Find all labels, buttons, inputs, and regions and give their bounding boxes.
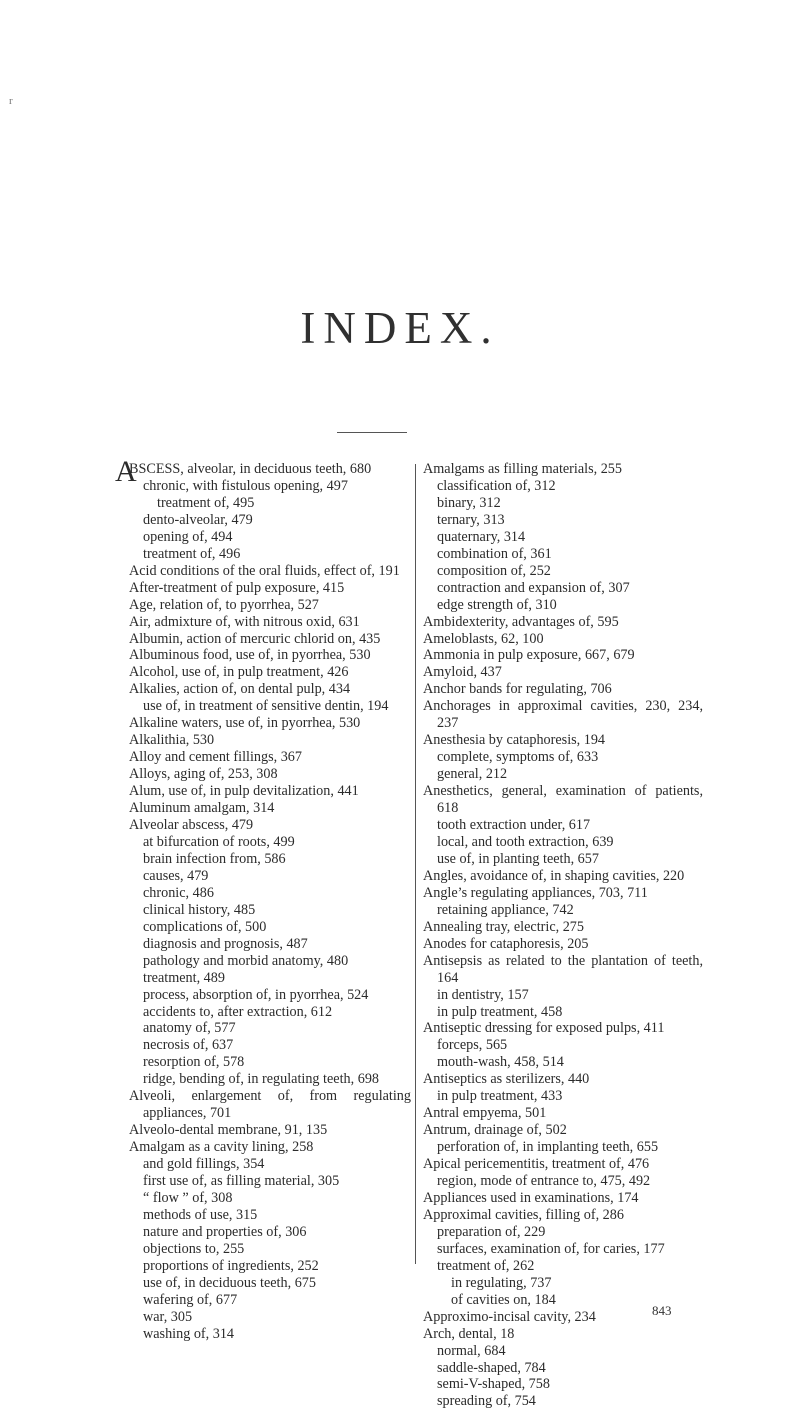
index-entry	[129, 664, 411, 681]
index-entry-text: in regulating, 737	[451, 1274, 552, 1291]
index-entry-text: methods of use, 315	[143, 1206, 258, 1223]
index-entry	[129, 647, 411, 664]
index-entry	[423, 783, 703, 817]
index-entry	[143, 851, 411, 868]
index-entry-text: perforation of, in implanting teeth, 655	[437, 1139, 659, 1156]
index-entry	[143, 1190, 411, 1207]
index-entry	[143, 478, 411, 495]
index-entry	[423, 698, 703, 732]
index-entry	[423, 953, 703, 987]
index-entry	[423, 681, 703, 698]
index-entry-text: region, mode of entrance to, 475, 492	[437, 1173, 651, 1190]
index-entry	[129, 715, 411, 732]
index-entry-text: diagnosis and prognosis, 487	[143, 935, 308, 952]
index-entry-text: treatment, 489	[143, 969, 225, 986]
index-entry	[423, 1326, 703, 1343]
index-entry-text: Antisepsis as related to the plantation of teeth, 164	[423, 952, 703, 986]
index-entry-text: Ammonia in pulp exposure, 667, 679	[423, 647, 635, 664]
index-entry-text: dento-alveolar, 479	[143, 511, 253, 528]
index-entry-text: spreading of, 754	[437, 1393, 536, 1410]
index-entry	[437, 1258, 703, 1275]
index-entry-text: chronic, with fistulous opening, 497	[143, 477, 348, 494]
index-entry-text: ternary, 313	[437, 511, 505, 528]
index-entry	[423, 1071, 703, 1088]
index-entry-text: saddle-shaped, 784	[437, 1359, 546, 1376]
index-entry	[423, 461, 703, 478]
index-entry	[143, 902, 411, 919]
index-entry-text: Anesthetics, general, examination of patients, 618	[423, 783, 703, 817]
index-entry	[437, 851, 703, 868]
index-entry	[437, 529, 703, 546]
index-entry-text: composition of, 252	[437, 562, 551, 579]
index-entry	[143, 936, 411, 953]
index-entry	[423, 1020, 703, 1037]
index-entry	[143, 1275, 411, 1292]
index-entry-text: Anchor bands for regulating, 706	[423, 681, 612, 698]
index-entry	[423, 1156, 703, 1173]
index-entry-text: retaining appliance, 742	[437, 901, 574, 918]
index-entry-text: Alcohol, use of, in pulp treatment, 426	[129, 664, 349, 681]
index-entry-text: Ameloblasts, 62, 100	[423, 630, 544, 647]
index-entry-text: Age, relation of, to pyorrhea, 527	[129, 596, 319, 613]
index-entry	[437, 495, 703, 512]
index-entry-text: treatment of, 262	[437, 1257, 535, 1274]
index-entry-text: use of, in planting teeth, 657	[437, 850, 599, 867]
index-column-left	[115, 455, 411, 1343]
index-entry-text: treatment of, 495	[157, 494, 255, 511]
index-entry-text: in pulp treatment, 458	[437, 1003, 563, 1020]
index-entry-text: binary, 312	[437, 494, 501, 511]
index-entry-text: local, and tooth extraction, 639	[437, 833, 614, 850]
index-entry-text: complete, symptoms of, 633	[437, 749, 599, 766]
index-entry-text: use of, in treatment of sensitive dentin, 194	[143, 698, 389, 715]
index-entry-text: Amalgams as filling materials, 255	[423, 461, 622, 477]
index-entry-text: ridge, bending of, in regulating teeth, 698	[143, 1071, 380, 1088]
index-entry-text: combination of, 361	[437, 545, 552, 562]
index-entry	[143, 1004, 411, 1021]
index-entry	[437, 817, 703, 834]
index-entry-text: “ flow ” of, 308	[143, 1189, 233, 1206]
index-entry	[437, 1393, 703, 1410]
index-entry-text: at bifurcation of roots, 499	[143, 833, 295, 850]
index-entry-text: use of, in deciduous teeth, 675	[143, 1274, 316, 1291]
index-entry	[423, 868, 703, 885]
index-entry	[143, 698, 411, 715]
index-entry	[423, 631, 703, 648]
index-entry	[143, 834, 411, 851]
index-entry	[129, 563, 411, 580]
index-entry-text: quaternary, 314	[437, 528, 526, 545]
index-entry	[437, 546, 703, 563]
index-entry-text: BSCESS, alveolar, in deciduous teeth, 680	[129, 461, 372, 477]
index-entry	[437, 834, 703, 851]
index-entry-text: chronic, 486	[143, 884, 214, 901]
index-entry	[129, 681, 411, 698]
index-entry	[423, 664, 703, 681]
index-entry-text: Antiseptics as sterilizers, 440	[423, 1071, 590, 1088]
index-entry-text: and gold fillings, 354	[143, 1156, 265, 1173]
index-entry-text: Amyloid, 437	[423, 664, 502, 681]
index-entry	[437, 1037, 703, 1054]
index-entry-text: Ambidexterity, advantages of, 595	[423, 613, 619, 630]
index-entry-text: nature and properties of, 306	[143, 1223, 307, 1240]
index-entry	[451, 1275, 703, 1292]
index-entry-text: complications of, 500	[143, 918, 267, 935]
index-entry-text: resorption of, 578	[143, 1054, 245, 1071]
index-entry	[129, 614, 411, 631]
index-entry	[143, 1241, 411, 1258]
index-entry-text: semi-V-shaped, 758	[437, 1376, 550, 1393]
index-entry-text: Antral empyema, 501	[423, 1105, 547, 1122]
index-entry	[437, 1173, 703, 1190]
index-entry-text: in dentistry, 157	[437, 986, 529, 1003]
index-entry-text: accidents to, after extraction, 612	[143, 1003, 333, 1020]
index-entry	[437, 902, 703, 919]
index-entry	[143, 529, 411, 546]
index-entry-text: mouth-wash, 458, 514	[437, 1054, 564, 1071]
index-entry	[423, 1190, 703, 1207]
index-entry-text: treatment of, 496	[143, 545, 241, 562]
index-entry-text: Angle’s regulating appliances, 703, 711	[423, 884, 648, 901]
index-entry-text: Air, admixture of, with nitrous oxid, 631	[129, 613, 360, 630]
index-entry-text: Alum, use of, in pulp devitalization, 441	[129, 783, 359, 800]
index-entry	[143, 953, 411, 970]
index-entry	[129, 631, 411, 648]
index-column-right	[423, 461, 703, 1410]
index-entry	[423, 1105, 703, 1122]
index-entry	[129, 597, 411, 614]
index-entry	[129, 1139, 411, 1156]
index-entry	[143, 987, 411, 1004]
index-entry	[157, 495, 411, 512]
index-entry-text: proportions of ingredients, 252	[143, 1257, 319, 1274]
index-entry	[437, 1088, 703, 1105]
index-entry-text: Alveoli, enlargement of, from regulating appliances, 701	[129, 1088, 411, 1122]
index-entry	[143, 1224, 411, 1241]
index-entry	[129, 732, 411, 749]
index-entry-text: Alveolo-dental membrane, 91, 135	[129, 1122, 328, 1139]
index-entry	[423, 614, 703, 631]
index-entry-text: brain infection from, 586	[143, 850, 286, 867]
index-entry	[129, 800, 411, 817]
index-entry	[437, 1376, 703, 1393]
index-entry-text: Amalgam as a cavity lining, 258	[129, 1139, 314, 1156]
index-entry-text: Albumin, action of mercuric chlorid on, 435	[129, 630, 381, 647]
index-entry-text: preparation of, 229	[437, 1223, 546, 1240]
index-entry-text: Appliances used in examinations, 174	[423, 1189, 639, 1206]
index-entry-text: Alkalithia, 530	[129, 732, 215, 749]
index-entry-text: Albuminous food, use of, in pyorrhea, 530	[129, 647, 371, 664]
index-entry	[423, 1207, 703, 1224]
index-entry	[437, 512, 703, 529]
drop-cap: A	[115, 455, 137, 488]
index-entry-text: causes, 479	[143, 867, 209, 884]
index-entry	[423, 647, 703, 664]
index-entry-text: necrosis of, 637	[143, 1037, 234, 1054]
index-entry	[437, 1004, 703, 1021]
index-entry	[129, 817, 411, 834]
index-entry	[129, 783, 411, 800]
index-entry-text: Alloy and cement fillings, 367	[129, 749, 302, 766]
index-entry-text: Alkaline waters, use of, in pyorrhea, 530	[129, 715, 361, 732]
index-entry	[143, 1071, 411, 1088]
index-entry	[437, 1054, 703, 1071]
index-entry-text: classification of, 312	[437, 477, 556, 494]
index-entry	[143, 1207, 411, 1224]
index-entry-text: Arch, dental, 18	[423, 1325, 515, 1342]
index-entry	[423, 919, 703, 936]
index-entry	[437, 1360, 703, 1377]
index-entry-text: general, 212	[437, 766, 508, 783]
index-entry-text: anatomy of, 577	[143, 1020, 236, 1037]
index-entry-text: forceps, 565	[437, 1037, 508, 1054]
index-entry-text: Alveolar abscess, 479	[129, 817, 254, 834]
index-entry	[143, 1309, 411, 1326]
index-entry-text: Aluminum amalgam, 314	[129, 800, 275, 817]
title-rule	[337, 432, 407, 433]
index-entry-text: Anchorages in approximal cavities, 230, 234, 237	[423, 698, 703, 732]
index-entry	[437, 597, 703, 614]
index-entry-text: process, absorption of, in pyorrhea, 524	[143, 986, 369, 1003]
index-entry-text: normal, 684	[437, 1342, 506, 1359]
index-entry	[437, 580, 703, 597]
index-entry-text: pathology and morbid anatomy, 480	[143, 952, 349, 969]
index-entry-text: Antrum, drainage of, 502	[423, 1122, 567, 1139]
index-entry	[423, 885, 703, 902]
page-number: 843	[652, 1303, 672, 1318]
column-divider	[415, 464, 416, 1264]
index-entry-text: surfaces, examination of, for caries, 177	[437, 1240, 665, 1257]
index-entry-text: washing of, 314	[143, 1325, 235, 1342]
index-entry	[437, 987, 703, 1004]
index-entry-text: Approximal cavities, filling of, 286	[423, 1206, 624, 1223]
index-entry	[143, 1173, 411, 1190]
index-entry	[129, 580, 411, 597]
index-entry	[437, 749, 703, 766]
index-entry	[437, 1241, 703, 1258]
index-entry-text: Antiseptic dressing for exposed pulps, 411	[423, 1020, 665, 1037]
index-entry	[143, 1020, 411, 1037]
index-entry	[437, 563, 703, 580]
page-title: INDEX.	[300, 303, 500, 353]
index-entry	[143, 1156, 411, 1173]
index-entry	[143, 1037, 411, 1054]
index-entry	[423, 732, 703, 749]
index-entry-text: first use of, as filling material, 305	[143, 1173, 340, 1190]
index-entry-text: Acid conditions of the oral fluids, effect of, 191	[129, 562, 400, 579]
index-entry-text: war, 305	[143, 1308, 193, 1325]
index-entry	[437, 1343, 703, 1360]
index-entry	[143, 546, 411, 563]
index-entry	[143, 1326, 411, 1343]
index-entry	[143, 885, 411, 902]
index-entry	[143, 919, 411, 936]
index-entry	[129, 1088, 411, 1122]
index-entry-text: Alloys, aging of, 253, 308	[129, 766, 278, 783]
index-entry-text: tooth extraction under, 617	[437, 817, 591, 834]
index-entry	[437, 1224, 703, 1241]
index-entry	[423, 936, 703, 953]
index-entry	[423, 1122, 703, 1139]
index-entry-text: Annealing tray, electric, 275	[423, 918, 584, 935]
index-entry-text: Angles, avoidance of, in shaping cavities, 220	[423, 867, 685, 884]
index-entry	[143, 868, 411, 885]
index-entry	[437, 478, 703, 495]
index-entry-text: of cavities on, 184	[451, 1291, 556, 1308]
index-entry	[143, 512, 411, 529]
index-entry	[437, 766, 703, 783]
index-entry	[143, 970, 411, 987]
index-entry-text: wafering of, 677	[143, 1291, 238, 1308]
index-entry-text: Alkalies, action of, on dental pulp, 434	[129, 681, 351, 698]
index-entry	[129, 766, 411, 783]
index-entry-text: opening of, 494	[143, 528, 233, 545]
index-entry-text: clinical history, 485	[143, 901, 256, 918]
index-entry-text: objections to, 255	[143, 1240, 245, 1257]
index-entry	[143, 1292, 411, 1309]
index-entry	[143, 1054, 411, 1071]
index-entry-text: Approximo-incisal cavity, 234	[423, 1308, 596, 1325]
stray-mark: r	[9, 95, 13, 107]
index-entry	[129, 1122, 411, 1139]
index-entry-text: Apical pericementitis, treatment of, 476	[423, 1156, 650, 1173]
index-entry-text: Anesthesia by cataphoresis, 194	[423, 732, 606, 749]
index-entry-text: Anodes for cataphoresis, 205	[423, 935, 589, 952]
index-entry-text: in pulp treatment, 433	[437, 1088, 563, 1105]
index-entry-text: After-treatment of pulp exposure, 415	[129, 579, 345, 596]
index-entry	[437, 1139, 703, 1156]
index-entry-text: contraction and expansion of, 307	[437, 579, 630, 596]
index-entry-text: edge strength of, 310	[437, 596, 557, 613]
index-entry	[129, 749, 411, 766]
index-entry	[143, 1258, 411, 1275]
